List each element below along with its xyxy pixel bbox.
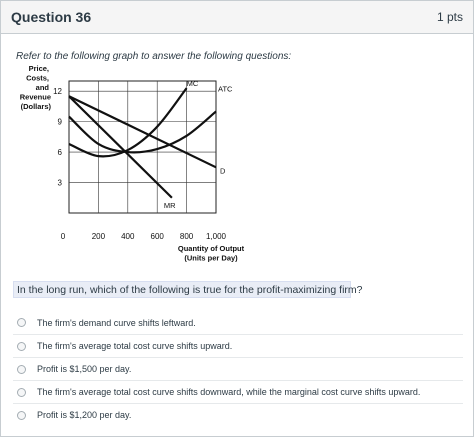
question-points: 1 pts xyxy=(436,10,463,24)
y-tick-label: 6 xyxy=(57,148,62,158)
radio-button[interactable] xyxy=(17,318,26,327)
y-axis-title-line: and xyxy=(35,83,49,92)
y-tick-label: 12 xyxy=(53,87,62,97)
y-tick-label: 3 xyxy=(57,178,62,188)
question-text: In the long run, which of the following is true for the profit-maximizing firm? xyxy=(13,281,351,298)
x-tick-label: 800 xyxy=(179,232,194,241)
x-tick-label: 1,000 xyxy=(205,232,227,241)
y-axis-title-line: (Dollars) xyxy=(20,102,51,111)
radio-button[interactable] xyxy=(17,365,26,374)
answer-list xyxy=(13,311,463,426)
x-tick-label: 400 xyxy=(121,232,135,241)
question-header xyxy=(1,1,473,34)
x-axis-title-line: (Units per Day) xyxy=(184,253,238,263)
series-label-mc: MC xyxy=(186,79,199,89)
answer-label: The firm's average total cost curve shifts upward. xyxy=(37,341,233,351)
graph-grid xyxy=(69,81,216,213)
answer-option[interactable] xyxy=(13,403,463,426)
graph-curves xyxy=(69,88,216,198)
answer-label: The firm's average total cost curve shifts downward, while the marginal cost curve shifts upward. xyxy=(37,387,421,397)
x-tick-label: 0 xyxy=(60,232,66,241)
answer-option[interactable] xyxy=(13,380,463,403)
x-tick-label: 200 xyxy=(91,232,106,241)
radio-button[interactable] xyxy=(17,342,26,351)
answer-label: The firm's demand curve shifts leftward. xyxy=(37,317,196,328)
answer-label: Profit is $1,500 per day. xyxy=(37,364,132,374)
series-label-mr: MR xyxy=(163,200,176,210)
answer-option[interactable] xyxy=(13,334,463,357)
radio-button[interactable] xyxy=(17,388,26,397)
x-tick-label: 600 xyxy=(150,232,164,241)
series-label-atc: ATC xyxy=(218,84,233,94)
y-axis-title-line: Costs, xyxy=(26,73,49,83)
economics-graph xyxy=(1,61,474,271)
radio-button[interactable] xyxy=(17,411,26,420)
answer-option[interactable] xyxy=(13,357,463,380)
question-title: Question 36 xyxy=(11,9,92,25)
y-axis-title-line: Price, xyxy=(28,64,49,73)
answer-option[interactable] xyxy=(13,311,463,334)
y-tick-label: 9 xyxy=(57,117,62,127)
graph-labels xyxy=(20,64,245,263)
x-axis-title-line: Quantity of Output xyxy=(177,244,245,253)
answer-label: Profit is $1,200 per day. xyxy=(37,410,132,420)
series-label-d: D xyxy=(220,166,226,176)
y-axis-title-line: Revenue xyxy=(19,92,51,102)
plot-frame xyxy=(69,81,216,213)
question-prompt: Refer to the following graph to answer the following questions: xyxy=(16,51,292,62)
